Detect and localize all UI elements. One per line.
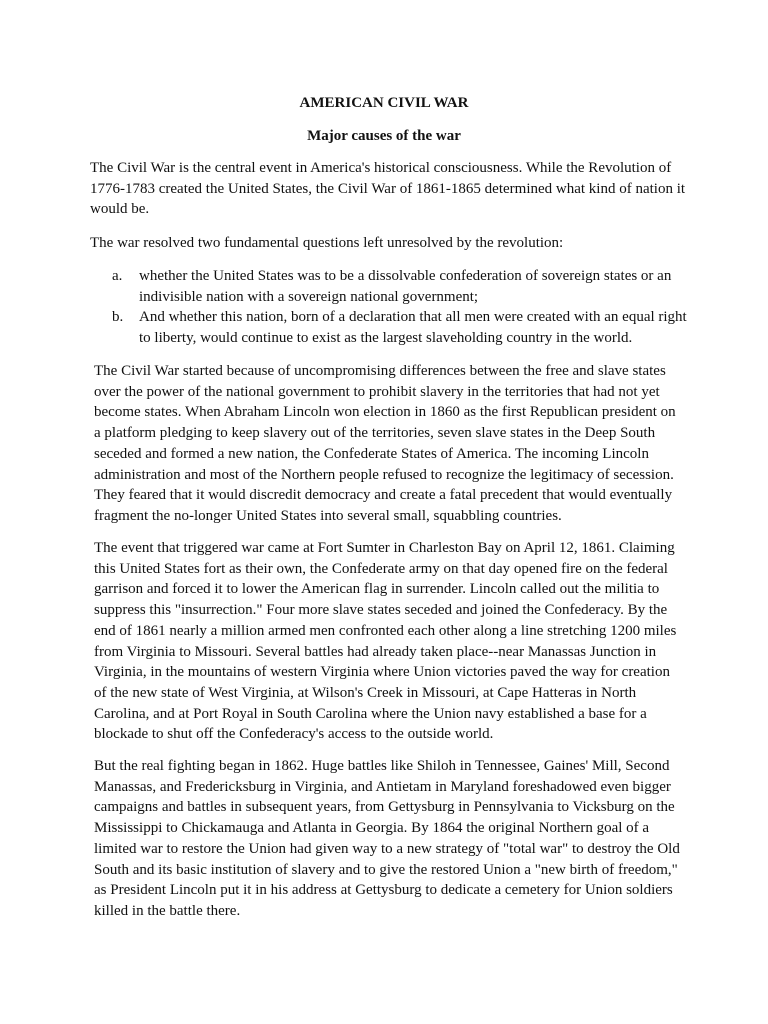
list-item-text: whether the United States was to be a dissolvable confederation of sovereign states or an indivisible nation with a sovereign national government; [139, 268, 672, 305]
list-item-text: And whether this nation, born of a declaration that all men were created with an equal right to liberty, would continue to exist as the largest slaveholding country in the world. [139, 309, 687, 347]
questions-list [112, 266, 692, 349]
list-marker: a. [112, 268, 123, 284]
document-title: AMERICAN CIVIL WAR [299, 95, 469, 111]
document-subtitle: Major causes of the war [307, 128, 461, 144]
paragraph-intro: The Civil War is the central event in America's historical consciousness. While the Revolution of 1776-1783 created the United States, the Civil War of 1861-1865 determined what kind of nation it would be. [90, 160, 686, 218]
list-item [112, 266, 692, 307]
list-marker: b. [112, 309, 124, 326]
paragraph-questions: The war resolved two fundamental questions left unresolved by the revolution: [90, 235, 564, 251]
paragraph-1862: But the real fighting began in 1862. Huge battles like Shiloh in Tennessee, Gaines' Mill, Second Manassas, and Fredericksburg in Virginia, and Antietam in Maryland foreshadowed even bigger campaigns and battles in subsequent years, from Gettysburg in Pennsylvania to Vicksburg on the Mississippi to Chickamauga and Atlanta in Georgia. By 1864 the original Northern goal of a limited war to restore the Union had given way to a new strategy of "total war" to destroy the Old South and its basic institution of slavery and to give the restored Union a "new birth of freedom," as President Lincoln put it in his address at Gettysburg to dedicate a cemetery for Union soldiers killed in the battle there. [94, 758, 680, 919]
paragraph-causes: The Civil War started because of uncompromising differences between the free and slave states over the power of the national government to prohibit slavery in the territories that had not yet become states. When Abraham Lincoln won election in 1860 as the first Republican president on a platform pledging to keep slavery out of the territories, seven slave states in the Deep South seceded and formed a new nation, the Confederate States of America. The incoming Lincoln administration and most of the Northern people refused to recognize the legitimacy of secession. They feared that it would discredit democracy and create a fatal precedent that would eventually fragment the no-longer United States into several small, squabbling countries. [94, 363, 676, 524]
paragraph-fort-sumter: The event that triggered war came at Fort Sumter in Charleston Bay on April 12, 1861. Claiming this United States fort as their own, the Confederate army on that day opened fire on the federal garrison and forced it to lower the American flag in surrender. Lincoln called out the militia to suppress this "insurrection." Four more slave states seceded and joined the Confederacy. By the end of 1861 nearly a million armed men confronted each other along a line stretching 1200 miles from Virginia to Missouri. Several battles had already taken place--near Manassas Junction in Virginia, in the mountains of western Virginia where Union victories paved the way for creation of the new state of West Virginia, at Wilson's Creek in Missouri, at Cape Hatteras in North Carolina, and at Port Royal in South Carolina where the Union navy established a base for a blockade to shut off the Confederacy's access to the outside world. [94, 540, 677, 743]
list-item [112, 307, 692, 348]
